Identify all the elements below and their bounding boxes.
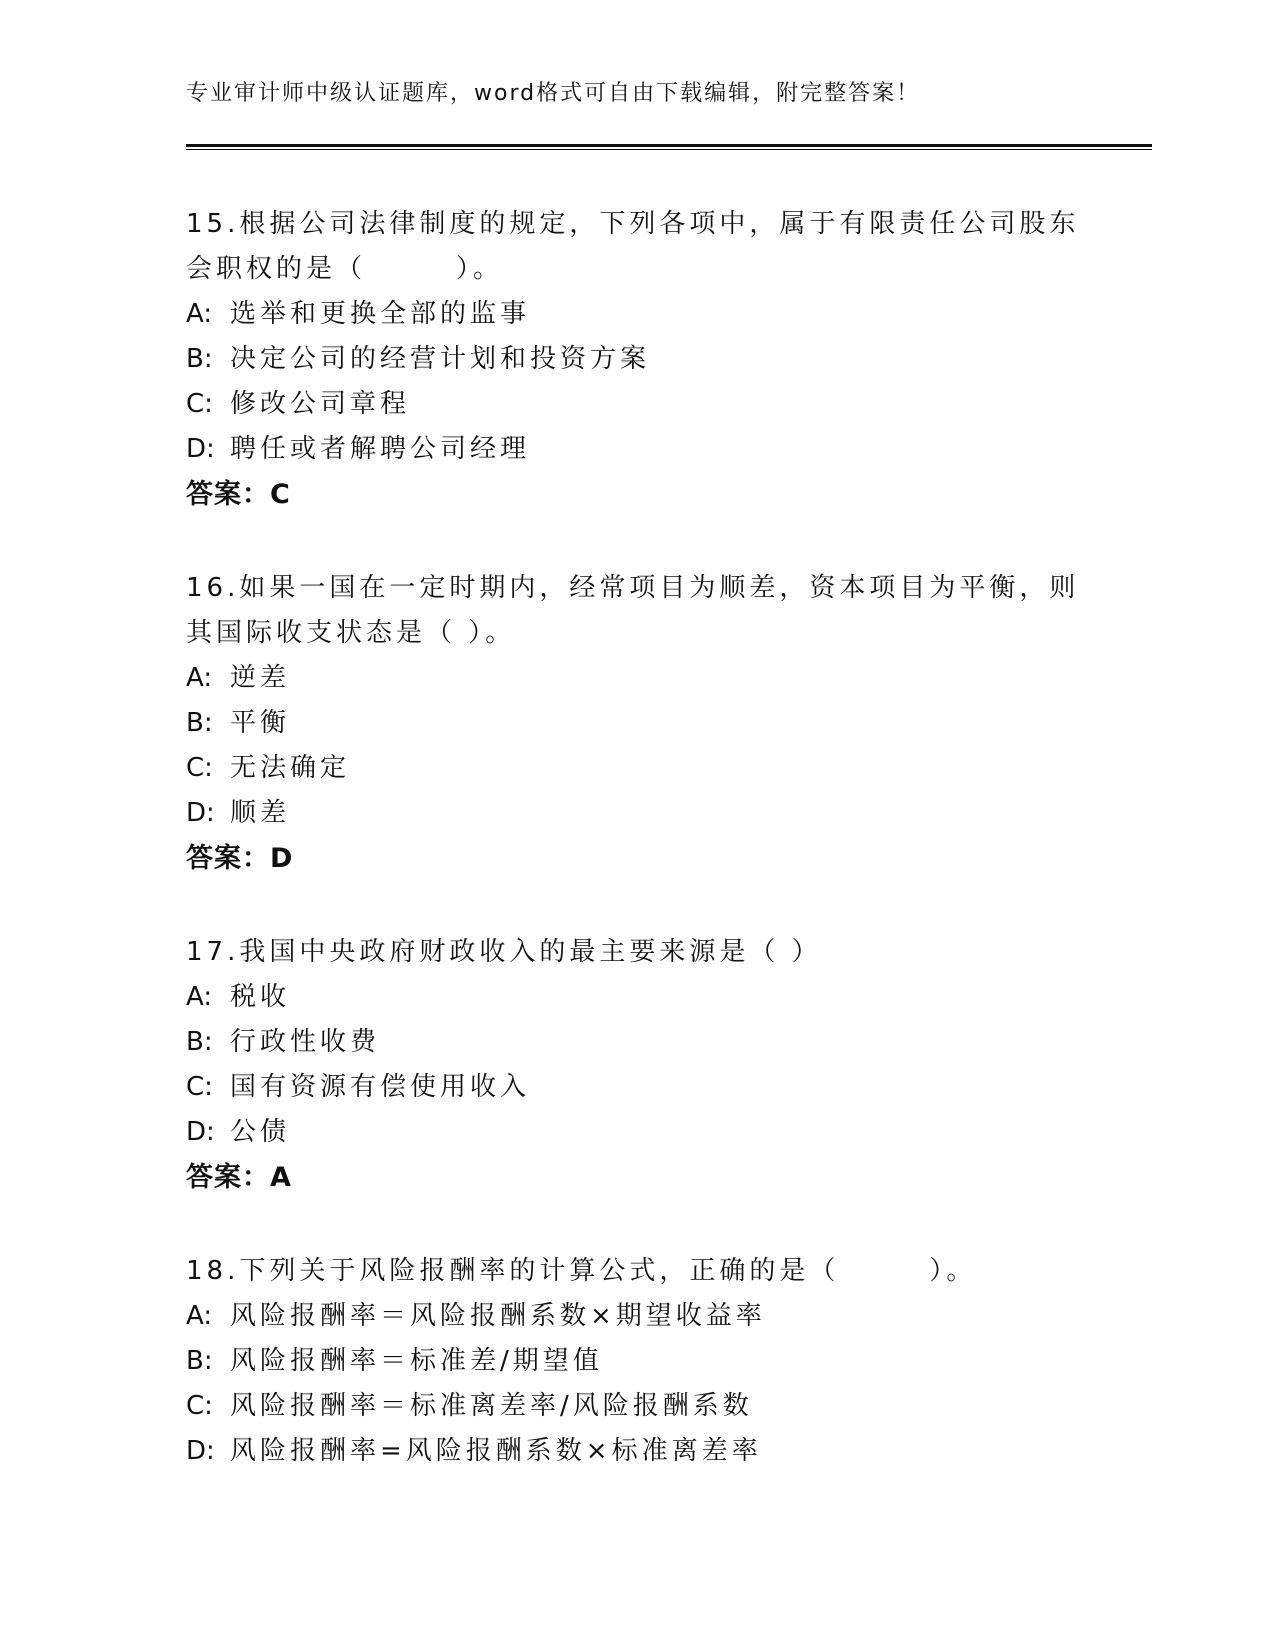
header-divider <box>186 144 1152 150</box>
option-letter: B: <box>186 1346 213 1376</box>
option-letter: B: <box>186 708 213 738</box>
option-b <box>186 1339 1086 1384</box>
option-d <box>186 1110 1086 1155</box>
option-text: 公债 <box>230 1117 291 1147</box>
option-text: 无法确定 <box>230 753 351 783</box>
option-text: 国有资源有偿使用收入 <box>230 1072 531 1102</box>
option-letter: C: <box>186 1072 213 1102</box>
option-letter: B: <box>186 344 213 374</box>
option-letter: D: <box>186 1436 215 1466</box>
option-b <box>186 337 1086 382</box>
answer-line: 答案：A <box>186 1162 292 1193</box>
option-text: 顺差 <box>230 798 291 828</box>
option-a <box>186 975 1086 1020</box>
option-letter: D: <box>186 434 215 464</box>
option-text: 风险报酬率＝标准差/期望值 <box>230 1346 603 1376</box>
option-letter: B: <box>186 1027 213 1057</box>
option-a <box>186 656 1086 701</box>
option-letter: C: <box>186 389 213 419</box>
option-text: 选举和更换全部的监事 <box>230 299 531 329</box>
option-a <box>186 1294 1086 1339</box>
option-d <box>186 1429 1086 1474</box>
option-a <box>186 292 1086 337</box>
option-c <box>186 382 1086 427</box>
question-stem: 15.根据公司法律制度的规定，下列各项中，属于有限责任公司股东会职权的是（ ）。 <box>186 209 1080 284</box>
option-letter: D: <box>186 798 215 828</box>
answer-line: 答案：C <box>186 479 291 510</box>
option-b <box>186 1020 1086 1065</box>
option-text: 风险报酬率＝标准离差率/风险报酬系数 <box>230 1391 753 1421</box>
option-text: 修改公司章程 <box>230 389 411 419</box>
option-c <box>186 746 1086 791</box>
option-text: 平衡 <box>230 708 291 738</box>
answer-line: 答案：D <box>186 843 294 874</box>
option-c <box>186 1384 1086 1429</box>
option-letter: D: <box>186 1117 215 1147</box>
option-text: 税收 <box>230 982 291 1012</box>
option-letter: A: <box>186 1301 213 1331</box>
option-letter: A: <box>186 299 213 329</box>
question-16 <box>186 566 1086 881</box>
option-c <box>186 1065 1086 1110</box>
question-stem: 17.我国中央政府财政收入的最主要来源是（ ） <box>186 937 822 967</box>
option-letter: C: <box>186 753 213 783</box>
option-letter: A: <box>186 663 213 693</box>
question-stem: 16.如果一国在一定时期内，经常项目为顺差，资本项目为平衡，则其国际收支状态是（ ）。 <box>186 573 1080 648</box>
option-text: 风险报酬率=风险报酬系数×标准离差率 <box>230 1436 762 1466</box>
question-stem: 18.下列关于风险报酬率的计算公式，正确的是（ ）。 <box>186 1256 977 1286</box>
option-d <box>186 791 1086 836</box>
option-text: 逆差 <box>230 663 291 693</box>
option-text: 决定公司的经营计划和投资方案 <box>230 344 651 374</box>
question-15 <box>186 202 1086 517</box>
option-letter: A: <box>186 982 213 1012</box>
option-letter: C: <box>186 1391 213 1421</box>
option-d <box>186 427 1086 472</box>
option-text: 风险报酬率＝风险报酬系数×期望收益率 <box>230 1301 766 1331</box>
option-b <box>186 701 1086 746</box>
option-text: 聘任或者解聘公司经理 <box>230 434 531 464</box>
question-18 <box>186 1249 1086 1474</box>
document-header: 专业审计师中级认证题库，word格式可自由下载编辑，附完整答案！ <box>186 81 921 106</box>
question-17 <box>186 930 1086 1200</box>
option-text: 行政性收费 <box>230 1027 381 1057</box>
